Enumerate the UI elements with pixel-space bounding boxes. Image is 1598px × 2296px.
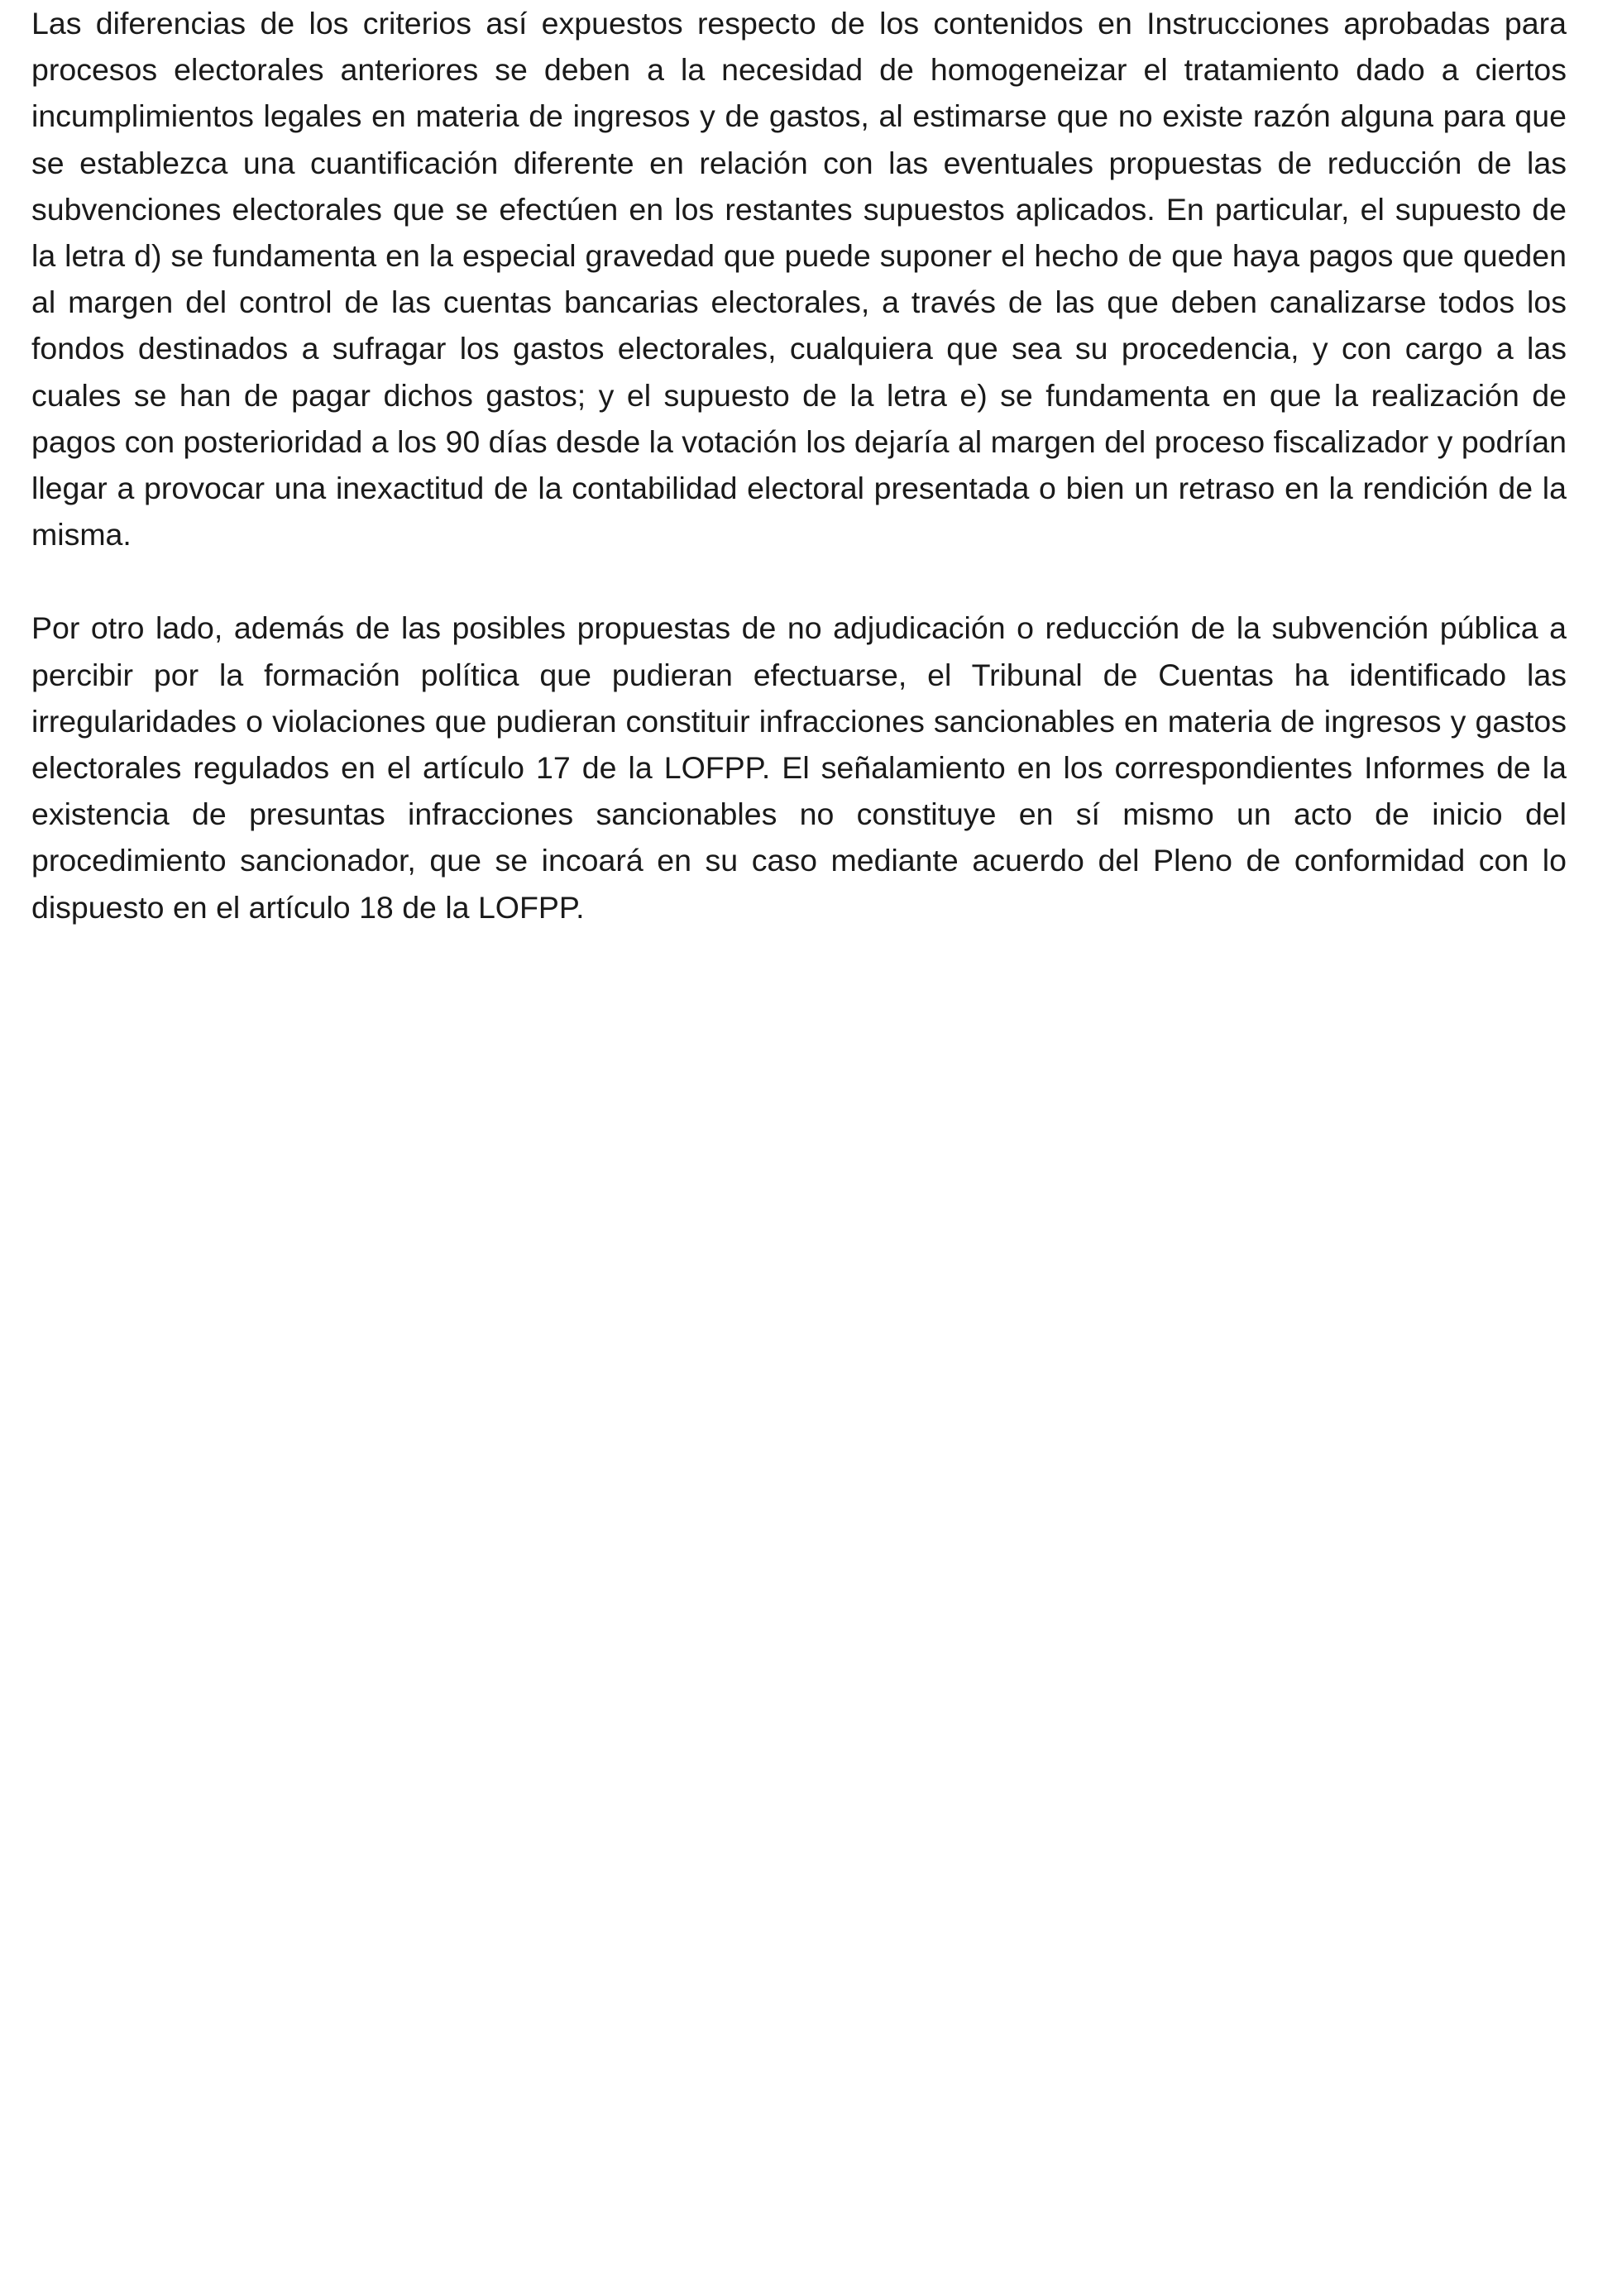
document-body [31,0,1567,930]
paragraph-sanctionable-infractions: Por otro lado, además de las posibles propuestas de no adjudicación o reducción de la subvención pública a percibir por la formación política que pudieran efectuarse, el Tribunal de Cuentas ha identificado las irregularidades o violaciones que pudieran constituir infracciones sancionables en materia de ingresos y gastos electorales regulados en el artículo 17 de la LOFPP. El señalamiento en los correspondientes Informes de la existencia de presuntas infracciones sancionables no constituye en sí mismo un acto de inicio del procedimiento sancionador, que se incoará en su caso mediante acuerdo del Pleno de conformidad con lo dispuesto en el artículo 18 de la LOFPP. [31,610,1567,925]
paragraph-criteria-differences: Las diferencias de los criterios así expuestos respecto de los contenidos en Instrucciones aprobadas para procesos electorales anteriores se deben a la necesidad de homogeneizar el tratamiento dado a ciertos incumplimientos legales en materia de ingresos y de gastos, al estimarse que no existe razón alguna para que se establezca una cuantificación diferente en relación con las eventuales propuestas de reducción de las subvenciones electorales que se efectúen en los restantes supuestos aplicados. En particular, el supuesto de la letra d) se fundamenta en la especial gravedad que puede suponer el hecho de que haya pagos que queden al margen del control de las cuentas bancarias electorales, a través de las que deben canalizarse todos los fondos destinados a sufragar los gastos electorales, cualquiera que sea su procedencia, y con cargo a las cuales se han de pagar dichos gastos; y el supuesto de la letra e) se fundamenta en que la realización de pagos con posterioridad a los 90 días desde la votación los dejaría al margen del proceso fiscalizador y podrían llegar a provocar una inexactitud de la contabilidad electoral presentada o bien un retraso en la rendición de la misma. [31,6,1567,552]
